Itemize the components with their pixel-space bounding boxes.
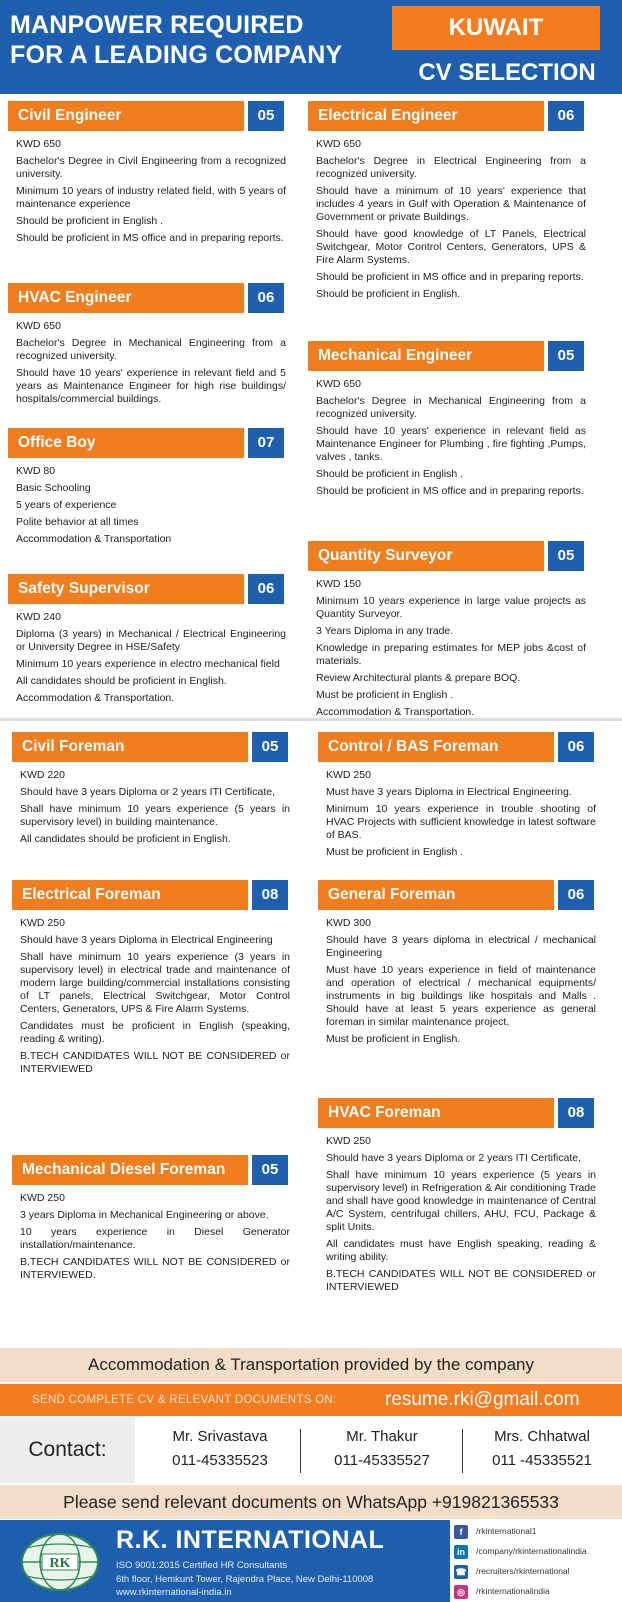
cv-selection-badge: CV SELECTION	[392, 54, 622, 92]
job-details	[8, 313, 290, 406]
job-title: General Foreman	[318, 880, 554, 910]
page-title	[10, 10, 342, 70]
job-mechanical-diesel-foreman	[12, 1155, 294, 1286]
contact-label: Contact:	[0, 1417, 135, 1483]
location-badge: KUWAIT	[392, 6, 600, 50]
job-details	[308, 131, 590, 301]
job-title: Electrical Foreman	[12, 880, 248, 910]
requirement-line: Must have 10 years experience in field of maintenance and operation of electrical / mechanical equipments/ instruments in big buildings like hospitals and Malls . Should have at least 5 years experience as general foreman in similar maintenance project.	[326, 964, 596, 1028]
requirement-line: Knowledge in preparing estimates for MEP jobs &cost of materials.	[316, 642, 586, 667]
requirement-line: Minimum 10 years experience in electro mechanical field	[16, 658, 280, 670]
requirement-line: Should be proficient in English.	[316, 288, 461, 300]
job-title-bar	[318, 732, 600, 762]
job-title: Safety Supervisor	[8, 574, 244, 604]
requirement-line: Should have 10 years' experience in relevant field and 5 years as Maintenance Engineer for high rise buildings/ hospitals/commercial buildings.	[16, 367, 286, 405]
social-linkedin[interactable]	[454, 1542, 587, 1560]
contact-person	[140, 1425, 300, 1473]
requirement-line: Minimum 10 years of industry related field, with 5 years of maintenance experience	[16, 185, 286, 210]
requirement-line: Shall have minimum 10 years experience (5 years in supervisory level) in building maintenance.	[20, 803, 290, 828]
vacancy-count-badge: 06	[558, 880, 594, 910]
job-title-bar	[12, 732, 294, 762]
job-title: Control / BAS Foreman	[318, 732, 554, 762]
job-title: HVAC Engineer	[8, 283, 244, 313]
requirement-line: Must be proficient in English .	[316, 689, 454, 701]
send-cv-label: SEND COMPLETE CV & RELEVANT DOCUMENTS ON:	[32, 1394, 337, 1406]
company-name: R.K. INTERNATIONAL	[116, 1526, 385, 1554]
company-address: 6th floor, Hemkunt Tower, Rajendra Place, New Delhi-110008	[116, 1574, 374, 1585]
job-details	[318, 1128, 600, 1294]
salary: KWD 650	[16, 320, 61, 332]
requirement-line: Basic Schooling	[16, 482, 91, 494]
requirement-line: Diploma (3 years) in Mechanical / Electrical Engineering or University Degree in HSE/Safety	[16, 628, 286, 653]
header-banner	[0, 0, 622, 94]
phone-icon: ☎	[455, 1566, 467, 1577]
job-title: Quantity Surveyor	[308, 541, 544, 571]
instagram-icon: ◎	[454, 1585, 468, 1599]
salary: KWD 250	[20, 917, 65, 929]
job-civil-foreman	[12, 732, 294, 850]
requirement-line: Shall have minimum 10 years experience (3 years in supervisory level) in electrical trade and maintenance of modern large building/commercial installations consisting of LT panels, Electrical Switchgear, Motor Control Centers, Generators, UPS & Fire Alarm Systems.	[20, 951, 290, 1015]
globe-logo-icon	[18, 1530, 102, 1594]
requirement-line: Accommodation & Transportation	[16, 533, 172, 545]
contact-person	[462, 1425, 622, 1473]
requirement-line: Polite behavior at all times	[16, 516, 139, 528]
requirement-line: Minimum 10 years experience in large value projects as Quantity Surveyor.	[316, 595, 586, 620]
salary: KWD 80	[16, 465, 56, 477]
requirement-line: Must be proficient in English.	[326, 1033, 461, 1045]
social-handle: /rkinternationalindia	[476, 1586, 550, 1596]
vacancy-count-badge: 05	[548, 541, 584, 571]
contact-name: Mrs. Chhatwal	[494, 1428, 590, 1445]
requirement-line: All candidates should be proficient in English.	[16, 675, 227, 687]
job-details	[318, 762, 600, 859]
title-line-1: MANPOWER REQUIRED	[10, 11, 304, 39]
send-cv-banner	[0, 1384, 622, 1416]
requirement-line: Review Architectural plants & prepare BOQ.	[316, 672, 521, 684]
salary: KWD 650	[16, 138, 61, 150]
vacancy-count-badge: 05	[252, 1155, 288, 1185]
website-link[interactable]: www.rkinternational-india.in	[116, 1587, 232, 1598]
facebook-icon: f	[454, 1525, 468, 1539]
title-line-2: FOR A LEADING COMPANY	[10, 41, 343, 69]
social-handle: /rkinternational1	[476, 1526, 537, 1536]
requirement-line: Must have 3 years Diploma in Electrical Engineering.	[326, 786, 572, 798]
requirement-line: Should be proficient in English .	[316, 468, 464, 480]
job-control-bas-foreman	[318, 732, 600, 863]
social-handle: /recruiters/rkinternational	[476, 1566, 570, 1576]
contact-name: Mr. Thakur	[346, 1428, 418, 1445]
requirement-line: Should have 3 years diploma in electrical / mechanical Engineering	[326, 934, 596, 959]
vacancy-count-badge: 05	[248, 101, 284, 131]
job-details	[8, 458, 290, 546]
job-title-bar	[308, 541, 590, 571]
job-civil-engineer	[8, 101, 290, 249]
contact-separator	[300, 1429, 301, 1473]
iso-certification: ISO 9001:2015 Certified HR Consultants	[116, 1560, 288, 1571]
vacancy-count-badge: 08	[558, 1098, 594, 1128]
vacancy-count-badge: 06	[248, 574, 284, 604]
requirement-line: Should be proficient in MS office and in preparing reports.	[316, 271, 584, 283]
job-title-bar	[308, 101, 590, 131]
job-title-bar	[12, 880, 294, 910]
job-title-bar	[308, 341, 590, 371]
job-details	[8, 131, 290, 245]
social-instagram[interactable]	[454, 1582, 550, 1600]
job-details	[308, 371, 590, 498]
whatsapp-banner: Please send relevant documents on WhatsApp +919821365533	[0, 1485, 622, 1519]
job-title-bar	[8, 283, 290, 313]
requirement-line: B.TECH CANDIDATES WILL NOT BE CONSIDERED or INTERVIEWED.	[20, 1256, 290, 1281]
social-handle: /company/rkinternationalindia	[476, 1546, 587, 1556]
job-details	[12, 910, 294, 1076]
requirement-line: Bachelor's Degree in Electrical Engineering from a recognized university.	[316, 155, 586, 180]
job-details	[318, 910, 600, 1046]
salary: KWD 650	[316, 378, 361, 390]
job-title-bar	[12, 1155, 294, 1185]
requirement-line: Should be proficient in MS office and in preparing reports.	[316, 485, 584, 497]
requirement-line: B.TECH CANDIDATES WILL NOT BE CONSIDERED or INTERVIEWED	[20, 1050, 290, 1075]
vacancy-count-badge: 06	[548, 101, 584, 131]
job-general-foreman	[318, 880, 600, 1050]
vacancy-count-badge: 08	[252, 880, 288, 910]
job-title: Civil Foreman	[12, 732, 248, 762]
linkedin-icon: in	[454, 1545, 468, 1559]
salary: KWD 250	[326, 769, 371, 781]
email-link[interactable]: resume.rki@gmail.com	[385, 1389, 580, 1410]
job-safety-supervisor	[8, 574, 290, 709]
requirement-line: Should be proficient in English .	[16, 215, 164, 227]
salary: KWD 250	[326, 1135, 371, 1147]
requirement-line: Candidates must be proficient in English (speaking, reading & writing).	[20, 1020, 290, 1045]
requirement-line: Accommodation & Transportation.	[16, 692, 175, 704]
job-title: Civil Engineer	[8, 101, 244, 131]
contact-name: Mr. Srivastava	[172, 1428, 268, 1445]
social-recruiters[interactable]	[454, 1562, 570, 1580]
job-hvac-engineer	[8, 283, 290, 410]
requirement-line: 3 years Diploma in Mechanical Engineering or above.	[20, 1209, 269, 1221]
vacancy-count-badge: 06	[558, 732, 594, 762]
job-title: Electrical Engineer	[308, 101, 544, 131]
job-electrical-foreman	[12, 880, 294, 1080]
requirement-line: Bachelor's Degree in Civil Engineering from a recognized university.	[16, 155, 286, 180]
job-title-bar	[8, 428, 290, 458]
job-title-bar	[318, 1098, 600, 1128]
requirement-line: Minimum 10 years experience in trouble shooting of HVAC Projects with sufficient knowledge in latest software of BAS.	[326, 803, 596, 841]
job-title: Office Boy	[8, 428, 244, 458]
job-title: Mechanical Engineer	[308, 341, 544, 371]
company-footer	[0, 1520, 622, 1602]
requirement-line: 3 Years Diploma in any trade.	[316, 625, 454, 637]
job-title-bar	[8, 574, 290, 604]
salary: KWD 220	[20, 769, 65, 781]
job-title-bar	[8, 101, 290, 131]
vacancy-count-badge: 07	[248, 428, 284, 458]
salary: KWD 150	[316, 578, 361, 590]
job-details	[12, 1185, 294, 1282]
requirement-line: Bachelor's Degree in Mechanical Engineering from a recognized university.	[16, 337, 286, 362]
job-title: Mechanical Diesel Foreman	[12, 1155, 248, 1185]
vacancy-count-badge: 05	[548, 341, 584, 371]
job-details	[8, 604, 290, 705]
requirement-line: Should have 3 years Diploma or 2 years ITI Certificate,	[20, 786, 276, 798]
requirement-line: Should have 10 years' experience in relevant field as Maintenance Engineer for Plumbing , fire fighting ,Pumps, valves , tanks.	[316, 425, 586, 463]
job-title: HVAC Foreman	[318, 1098, 554, 1128]
contact-section	[0, 1417, 622, 1483]
requirement-line: Should have good knowledge of LT Panels, Electrical Switchgear, Motor Control Centers, Generators, UPS & Fire Alarm Systems.	[316, 228, 586, 266]
social-facebook[interactable]	[454, 1522, 536, 1540]
social-links	[450, 1520, 622, 1602]
salary: KWD 240	[16, 611, 61, 623]
requirement-line: Bachelor's Degree in Mechanical Engineering from a recognized university.	[316, 395, 586, 420]
requirement-line: Should have a minimum of 10 years' experience that includes 4 years in Gulf with Operation & Maintenance of Government or private Buildings.	[316, 185, 586, 223]
accommodation-banner: Accommodation & Transportation provided by the company	[0, 1348, 622, 1382]
requirement-line: Shall have minimum 10 years experience (5 years in supervisory level) in Refrigeration & Air conditioning Trade and shall have good knowledge in maintenance of Central A/C System, centrifugal chillers, AHU, FCU, Package & split Units.	[326, 1169, 596, 1233]
job-details	[12, 762, 294, 846]
vacancy-count-badge: 06	[248, 283, 284, 313]
requirement-line: Accommodation & Transportation.	[316, 706, 475, 718]
salary: KWD 300	[326, 917, 371, 929]
requirement-line: 10 years experience in Diesel Generator installation/maintenance.	[20, 1226, 290, 1251]
contact-person	[302, 1425, 462, 1473]
requirement-line: 5 years of experience	[16, 499, 117, 511]
job-details	[308, 571, 590, 719]
job-quantity-surveyor	[308, 541, 590, 723]
salary: KWD 250	[20, 1192, 65, 1204]
requirement-line: B.TECH CANDIDATES WILL NOT BE CONSIDERED or INTERVIEWED	[326, 1268, 596, 1293]
section-divider	[0, 718, 622, 721]
job-hvac-foreman	[318, 1098, 600, 1298]
requirement-line: Should be proficient in MS office and in preparing reports.	[16, 232, 284, 244]
requirement-line: Should have 3 years Diploma or 2 years ITI Certificate,	[326, 1152, 582, 1164]
requirement-line: All candidates should be proficient in English.	[20, 833, 231, 845]
job-office-boy	[8, 428, 290, 550]
job-title-bar	[318, 880, 600, 910]
job-electrical-engineer	[308, 101, 590, 305]
contact-phone[interactable]: 011-45335527	[334, 1452, 430, 1469]
requirement-line: Should have 3 years Diploma in Electrical Engineering	[20, 934, 273, 946]
contact-phone[interactable]: 011-45335523	[172, 1452, 268, 1469]
requirement-line: All candidates must have English speaking, reading & writing ability.	[326, 1238, 596, 1263]
contact-phone[interactable]: 011 -45335521	[492, 1452, 592, 1469]
salary: KWD 650	[316, 138, 361, 150]
job-mechanical-engineer	[308, 341, 590, 502]
requirement-line: Must be proficient in English .	[326, 846, 464, 858]
vacancy-count-badge: 05	[252, 732, 288, 762]
logo-text: RK	[49, 1556, 71, 1571]
